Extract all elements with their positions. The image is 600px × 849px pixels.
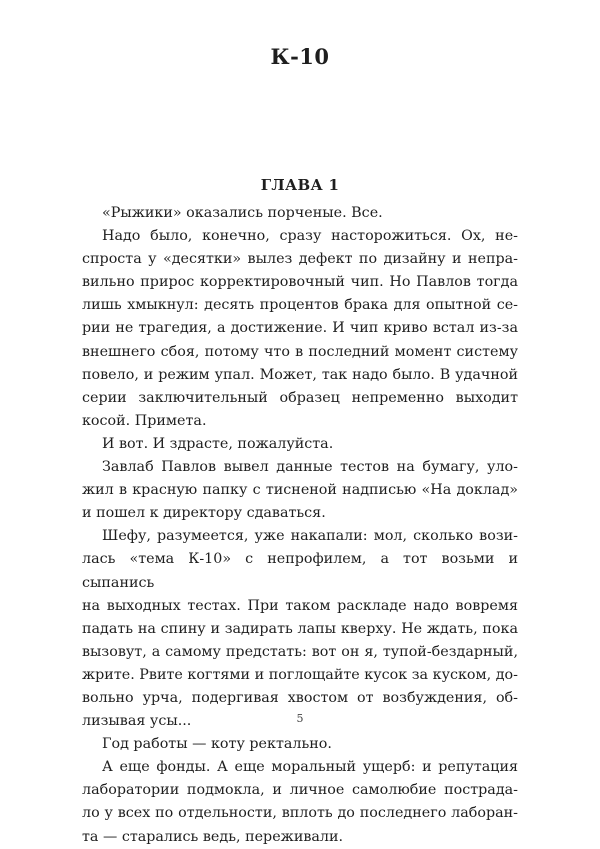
text-line: лаборатории подмокла, и личное самолюбие пострада-: [82, 782, 518, 799]
text-line: Завлаб Павлов вывел данные тестов на бумагу, уло-: [102, 459, 518, 476]
text-line: и пошел к директору сдаваться.: [82, 505, 326, 522]
text-line: лишь хмыкнул: десять процентов брака для опытной се-: [82, 297, 518, 314]
text-line: лась «тема К-10» с непрофилем, а тот возьми и сыпанись: [82, 551, 518, 591]
text-line: вызовут, а самому предстать: вот он я, тупой-бездарный,: [82, 643, 518, 660]
text-line: на выходных тестах. При таком раскладе надо вовремя: [82, 597, 518, 614]
paragraph: [82, 456, 518, 525]
text-line: серии заключительный образец непременно выходит: [82, 389, 518, 406]
book-title: К-10: [270, 44, 330, 69]
paragraph: [82, 756, 518, 848]
text-line: жил в красную папку с тисненой надписью «На доклад»: [82, 482, 518, 499]
text-line: внешнего сбоя, потому что в последний момент систему: [82, 343, 518, 360]
text-line: рии не трагедия, а достижение. И чип криво встал из-за: [82, 320, 518, 337]
text-line: А еще фонды. А еще моральный ущерб: и репутация: [102, 759, 518, 776]
text-line: Год работы — коту ректально.: [102, 736, 332, 753]
text-line: вильно прирос корректировочный чип. Но Павлов тогда: [82, 274, 518, 291]
paragraph: [82, 433, 518, 456]
text-line: «Рыжики» оказались порченые. Все.: [102, 205, 383, 221]
page-number: 5: [296, 712, 304, 725]
text-line: Шефу, разумеется, уже накапали: мол, сколько вози-: [102, 528, 518, 545]
text-line: лизывая усы...: [82, 713, 192, 730]
body-text: [82, 202, 518, 849]
text-line: И вот. И здрасте, пожалуйста.: [102, 435, 334, 452]
paragraph: [82, 525, 518, 733]
paragraph: [82, 202, 518, 225]
paragraph: [82, 225, 518, 433]
text-line: спроста у «десятки» вылез дефект по дизайну и непра-: [82, 251, 518, 268]
text-line: Надо было, конечно, сразу насторожиться. Ох, не-: [102, 228, 518, 245]
text-line: та — старались ведь, переживали.: [82, 828, 344, 845]
text-line: ло у всех по отдельности, вплоть до последнего лаборан-: [82, 805, 518, 822]
paragraph: [82, 733, 518, 756]
text-line: жрите. Рвите когтями и поглощайте кусок за куском, до-: [82, 666, 518, 683]
text-line: падать на спину и задирать лапы кверху. Не ждать, пока: [82, 620, 518, 637]
text-line: вольно урча, подергивая хвостом от возбуждения, об-: [82, 689, 518, 706]
text-line: повело, и режим упал. Может, так надо было. В удачной: [82, 366, 518, 383]
text-line: косой. Примета.: [82, 412, 207, 429]
chapter-title: ГЛАВА 1: [260, 176, 340, 194]
